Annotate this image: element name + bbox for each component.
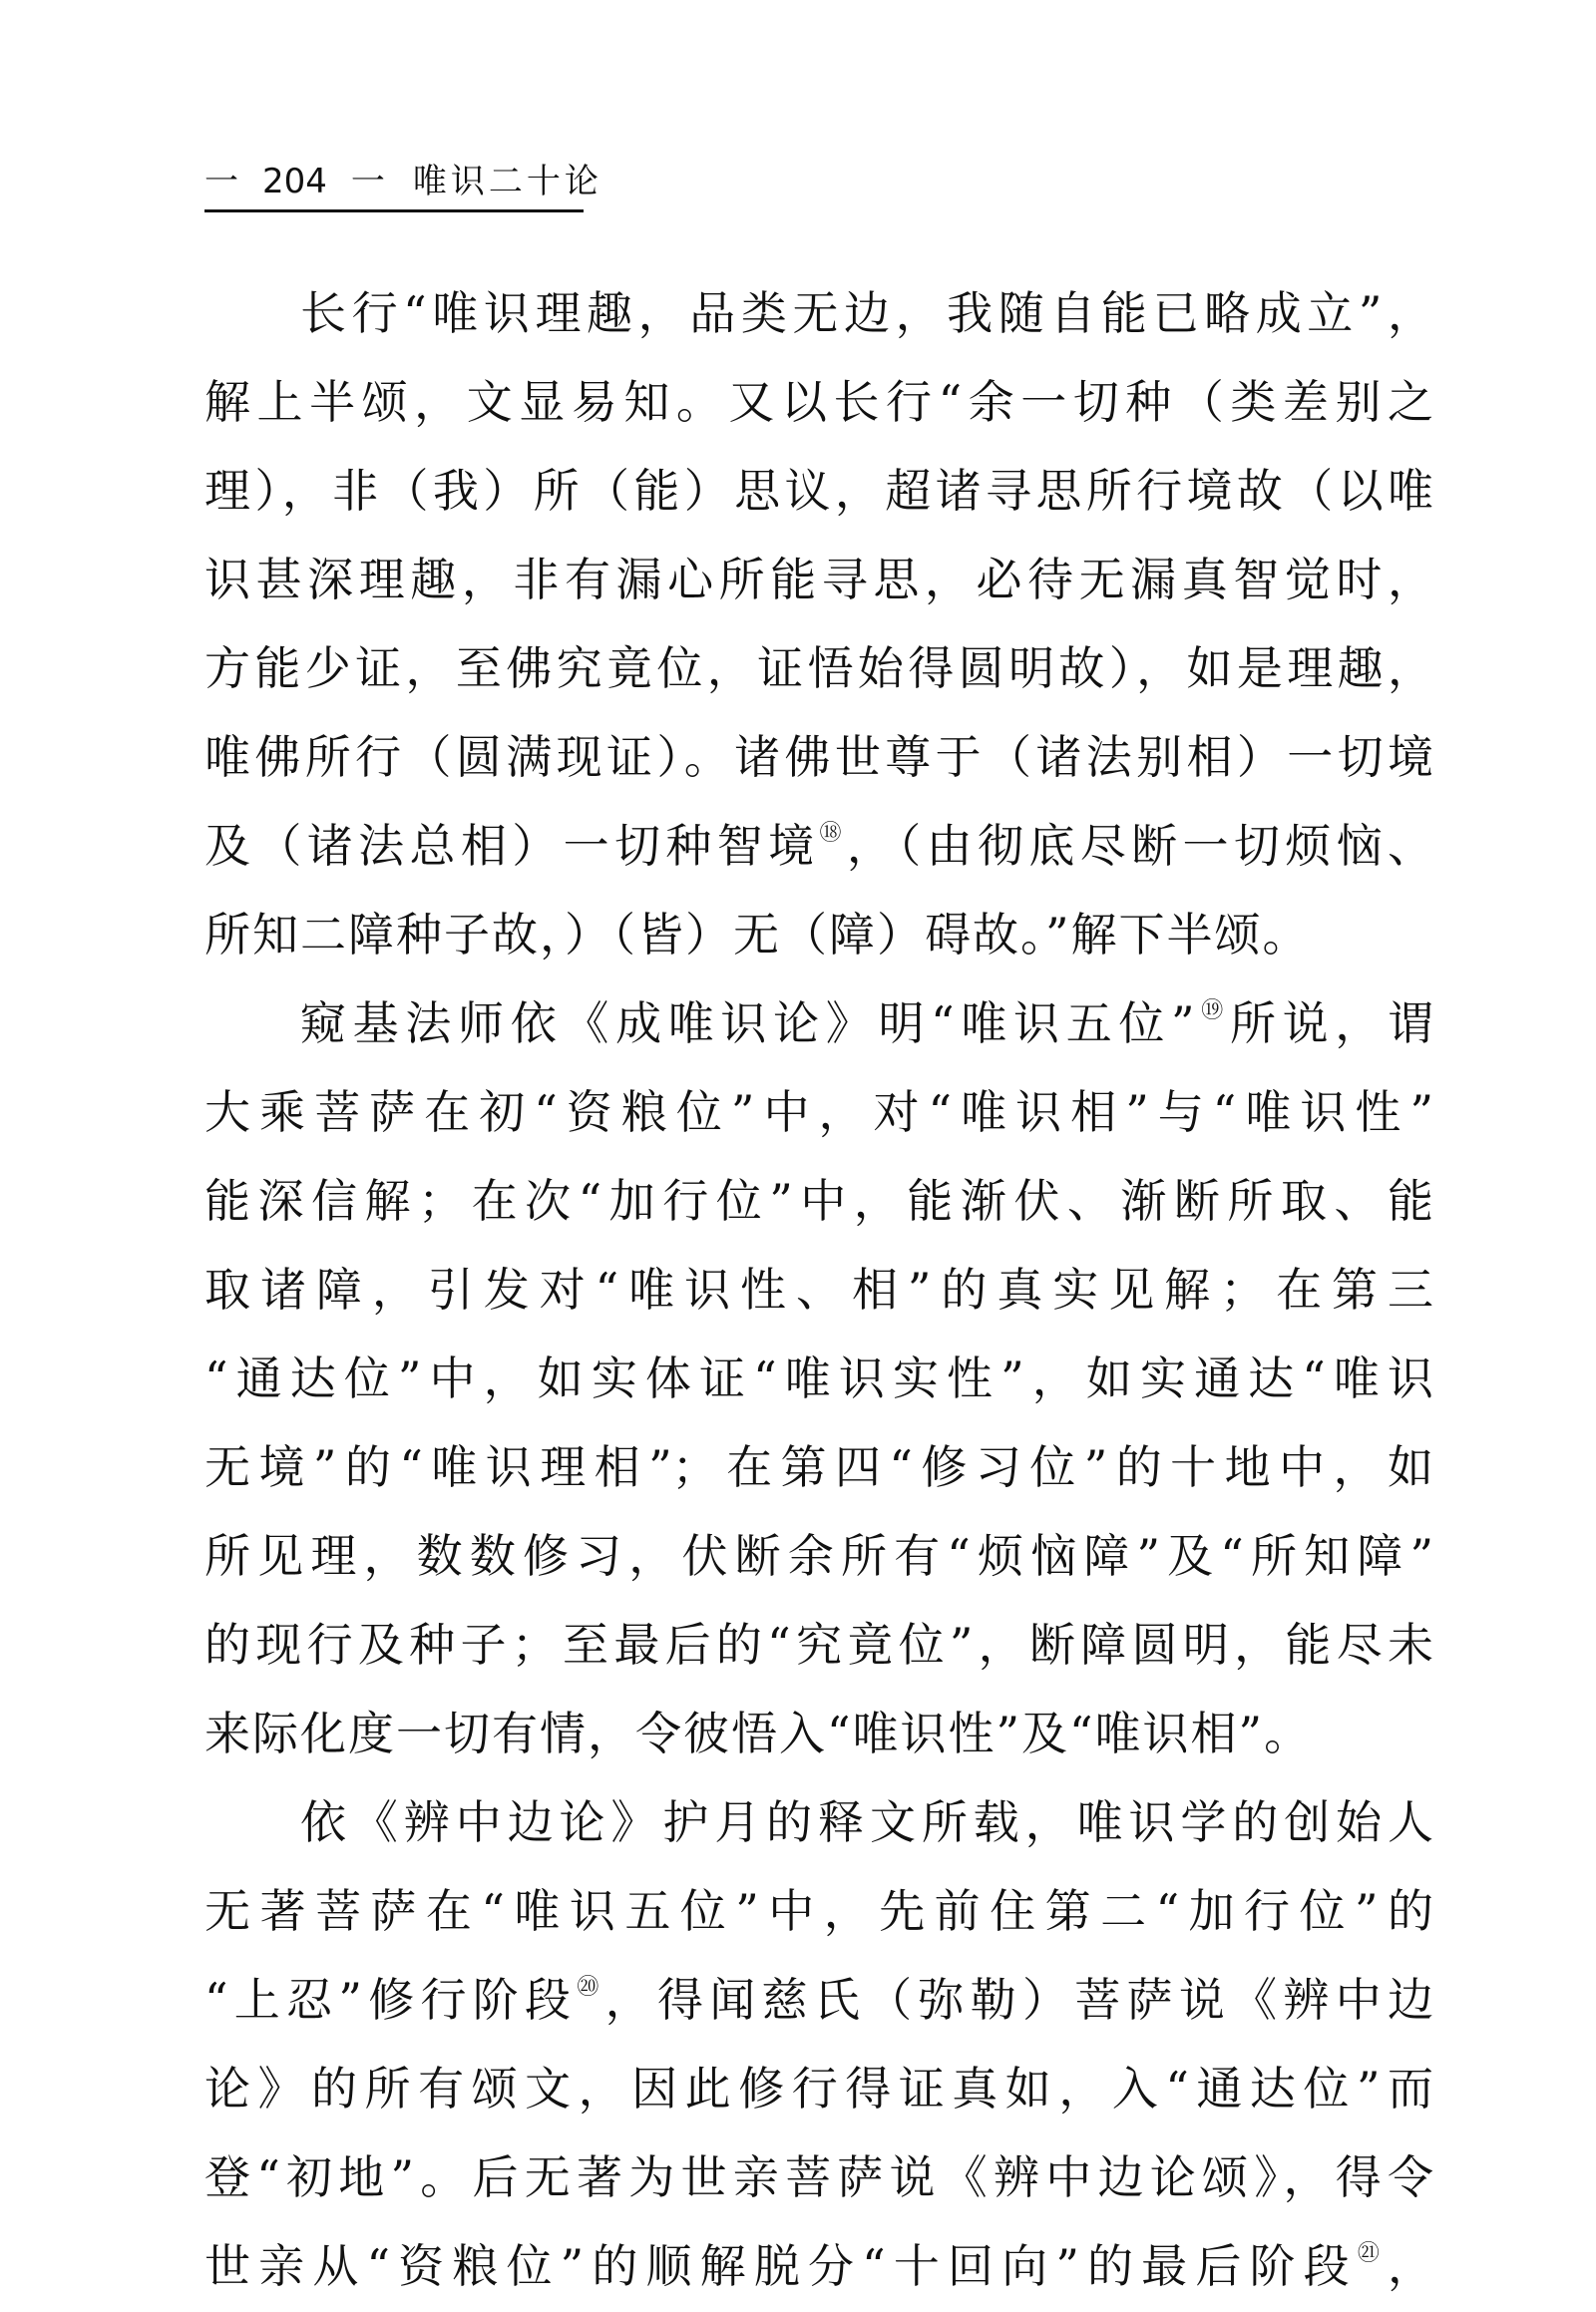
line-text: 理），非（我）所（能）思议，超诸寻思所行境故（以唯: [204, 464, 1433, 518]
line-text: 取诸障，引发对“唯识性、相”的真实见解；在第三: [204, 1263, 1433, 1317]
footnote-marker: ⑱: [819, 821, 847, 846]
text-line: [204, 624, 1433, 713]
text-line: [204, 1601, 1433, 1690]
line-text: 方能少证，至佛究竟位，证悟始得圆明故），如是理趣，: [204, 641, 1433, 695]
text-line: [204, 979, 1433, 1068]
line-text: ，得闻慈氏（弥勒）菩萨说《辨中边: [604, 1973, 1433, 2027]
line-text: “上忍”修行阶段: [204, 1973, 578, 2027]
line-text: 长行“唯识理趣，品类无边，我随自能已略成立”，: [300, 286, 1433, 340]
line-text: 所说，谓: [1229, 996, 1433, 1050]
line-text: 无著菩萨在“唯识五位”中，先前住第二“加行位”的: [204, 1884, 1433, 1938]
page-number: 204: [262, 162, 327, 201]
line-text: 的现行及种子；至最后的“究竟位”，断障圆明，能尽未: [204, 1618, 1433, 1672]
footnote-marker: ⑲: [1194, 998, 1230, 1023]
text-line: [204, 1956, 1433, 2045]
line-text: 登“初地”。后无著为世亲菩萨说《辨中边论颂》，得令: [204, 2150, 1433, 2204]
line-text: 依《辨中边论》护月的释文所载，唯识学的创始人: [300, 1795, 1433, 1849]
text-line: [204, 447, 1433, 536]
book-title: 唯识二十论: [412, 162, 602, 201]
line-text: “通达位”中，如实体证“唯识实性”，如实通达“唯识: [204, 1351, 1433, 1405]
line-text: ，: [1387, 2239, 1433, 2293]
text-line: [204, 1867, 1433, 1956]
line-text: 大乘菩萨在初“资粮位”中，对“唯识相”与“唯识性”: [204, 1085, 1433, 1139]
text-line: [204, 1512, 1433, 1601]
text-line: [204, 2133, 1433, 2222]
text-line: [204, 536, 1433, 624]
text-line: [204, 358, 1433, 447]
line-text: 所知二障种子故，）（皆）无（障）碍故。”解下半颂。: [204, 908, 1311, 962]
line-text: 识甚深理趣，非有漏心所能寻思，必待无漏真智觉时，: [204, 553, 1433, 606]
text-line: [204, 1778, 1433, 1867]
text-line: [204, 1423, 1433, 1512]
line-text: 无境”的“唯识理相”；在第四“修习位”的十地中，如: [204, 1440, 1433, 1494]
text-line: [204, 713, 1433, 802]
line-text: 世亲从“资粮位”的顺解脱分“十回向”的最后阶段: [204, 2239, 1358, 2293]
line-text: ，（由彻底尽断一切烦恼、: [846, 819, 1433, 873]
text-line: [204, 1246, 1433, 1335]
header-dash-right: 一: [350, 162, 387, 201]
text-line: [204, 2045, 1433, 2133]
footnote-marker: ㉑: [1357, 2241, 1388, 2266]
line-text: 所见理，数数修习，伏断余所有“烦恼障”及“所知障”: [204, 1529, 1433, 1583]
text-line: [204, 1335, 1433, 1423]
line-text: 及（诸法总相）一切种智境: [204, 819, 820, 873]
body-text: [204, 269, 1433, 2311]
line-text: 来际化度一切有情，令彼悟入“唯识性”及“唯识相”。: [204, 1707, 1313, 1760]
text-line: [204, 1157, 1433, 1246]
text-line: [204, 1068, 1433, 1157]
line-text: 窥基法师依《成唯识论》明“唯识五位”: [300, 996, 1195, 1050]
line-text: 唯佛所行（圆满现证）。诸佛世尊于（诸法别相）一切境: [204, 730, 1433, 784]
line-text: 论》的所有颂文，因此修行得证真如，入“通达位”而: [204, 2062, 1433, 2116]
line-text: 解上半颂，文显易知。又以长行“余一切种（类差别之: [204, 375, 1433, 429]
text-line: [204, 269, 1433, 358]
header-dash-left: 一: [204, 162, 240, 201]
text-line: [204, 1690, 1433, 1778]
text-line: [204, 2222, 1433, 2311]
footnote-marker: ⑳: [577, 1975, 605, 2000]
line-text: 能深信解；在次“加行位”中，能渐伏、渐断所取、能: [204, 1174, 1433, 1228]
text-line: [204, 802, 1433, 891]
text-line: [204, 891, 1433, 979]
running-header: [204, 160, 602, 212]
